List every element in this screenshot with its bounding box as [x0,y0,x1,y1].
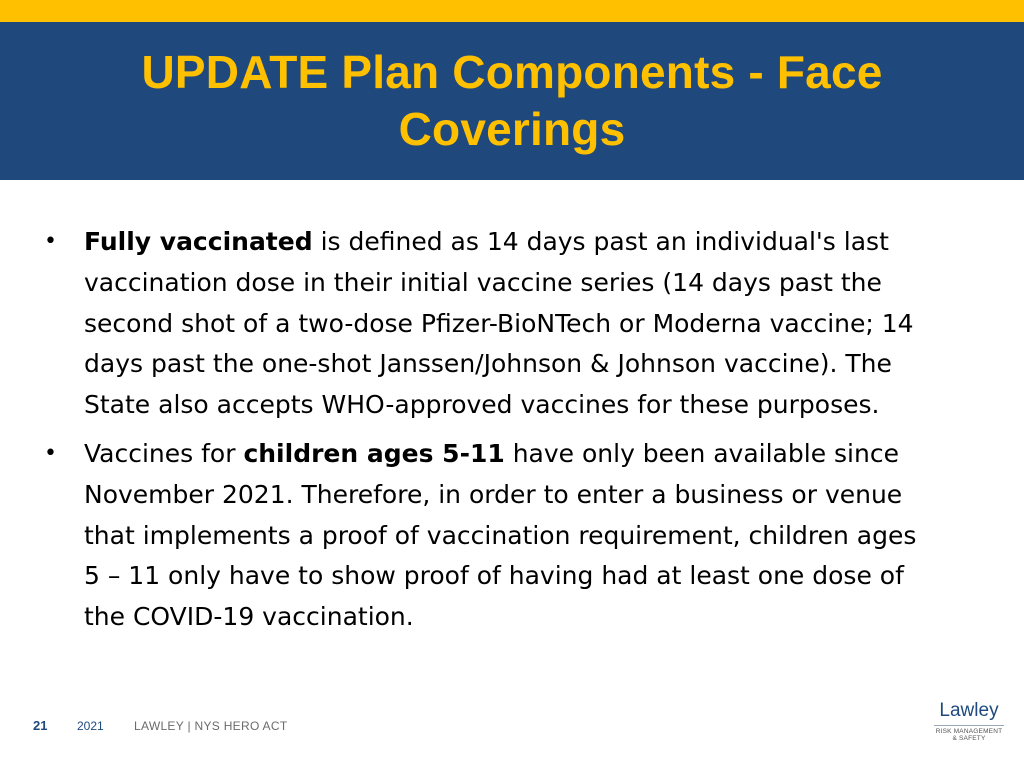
bullet-item-children-vaccines [40,434,940,638]
slide-number: 21 [33,718,48,733]
slide-title: UPDATE Plan Components - Face Coverings [141,46,883,155]
footer-label: LAWLEY | NYS HERO ACT [134,719,288,733]
bullet-dot-icon: • [44,229,57,254]
lawley-logo [928,700,1010,752]
logo-name: Lawley [939,700,999,721]
bullet-bold-term: Fully vaccinated [84,227,313,256]
title-banner [0,22,1024,180]
bullet-bold-term: children ages 5-11 [243,438,505,468]
logo-divider [934,725,1004,726]
bullet-dot-icon: • [44,440,57,466]
bullet-text: is defined as 14 days past an individual's last vaccination dose in their initial vaccine series (14 days past the second shot of a two-dose Pfizer-BioNTech or Moderna vaccine; 14 days past the one-shot Janssen/Johnson & Johnson vaccine). The State also accepts WHO-approved vaccines for these purposes. [84,227,914,420]
logo-tagline: RISK MANAGEMENT & SAFETY [935,728,1003,742]
bullet-list [40,222,940,638]
footer-year: 2021 [77,719,104,733]
slide-content [40,222,940,646]
top-accent-strip [0,0,1024,22]
bullet-item-fully-vaccinated [40,222,940,426]
bullet-text: have only been available since November 2021. Therefore, in order to enter a business or venue that implements a proof of vaccination requirement, children ages 5 – 11 only have to show proof of having had at least one dose of the COVID-19 vaccination. [84,438,917,632]
bullet-lead-text: Vaccines for [84,438,244,468]
